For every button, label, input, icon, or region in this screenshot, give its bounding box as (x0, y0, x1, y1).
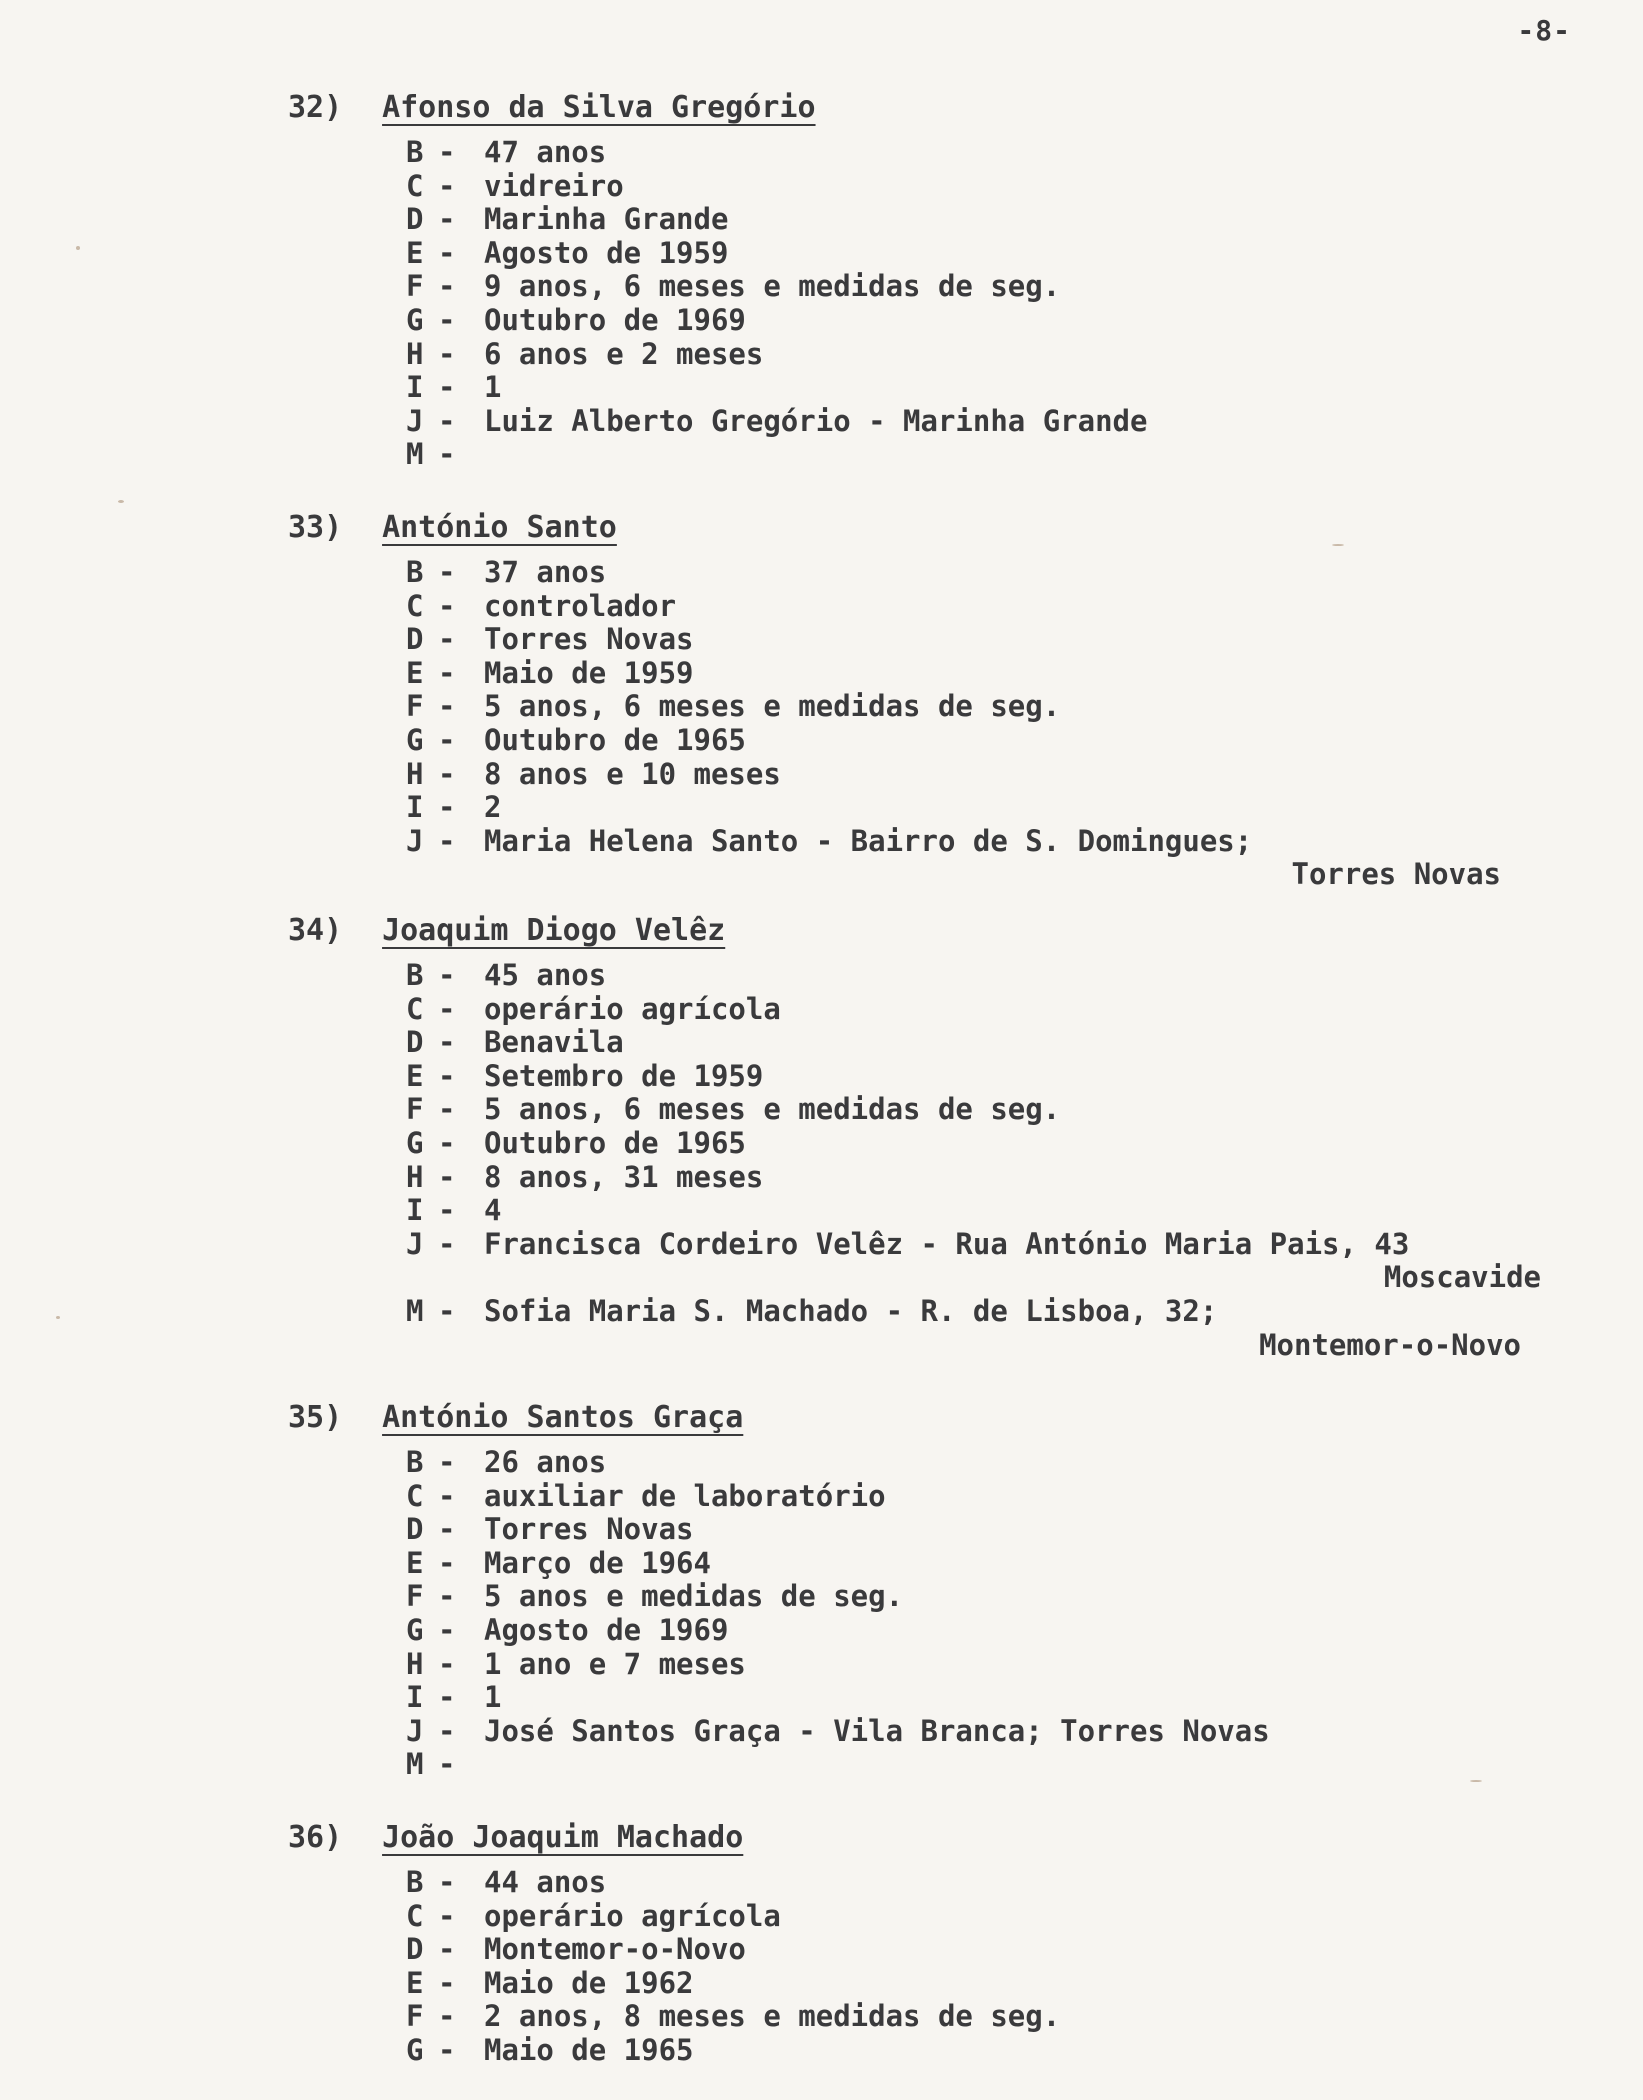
field-value: Torres Novas (484, 622, 694, 657)
field-separator: - (438, 1445, 456, 1479)
field-g (406, 1127, 1588, 1161)
field-separator: - (438, 1512, 456, 1547)
field-value: José Santos Graça - Vila Branca; Torres Novas (484, 1713, 1270, 1748)
field-code: J (406, 1713, 424, 1748)
field-code: B (406, 135, 424, 169)
entry-fields (288, 1446, 1588, 1782)
entry-32 (288, 88, 1588, 472)
field-separator: - (438, 790, 456, 825)
field-separator: - (438, 1898, 456, 1933)
field-value: 5 anos, 6 meses e medidas de seg. (484, 1092, 1061, 1127)
field-c (406, 993, 1588, 1027)
field-i (406, 371, 1588, 405)
field-value: Setembro de 1959 (484, 1058, 764, 1093)
field-g (406, 304, 1588, 338)
field-value: Francisca Cordeiro Velêz - Rua António Maria Pais, 43 (484, 1226, 1410, 1261)
field-i (406, 1681, 1588, 1715)
field-code: H (406, 1159, 424, 1194)
field-separator: - (438, 1092, 456, 1127)
entry-header (288, 911, 1588, 951)
field-separator: - (438, 1545, 456, 1580)
field-separator: - (438, 655, 456, 690)
field-separator: - (438, 1293, 456, 1328)
field-continuation: Torres Novas (1291, 857, 1501, 892)
entry-36 (288, 1818, 1588, 2068)
field-value: operário agrícola (484, 1898, 781, 1933)
field-separator: - (438, 555, 456, 589)
field-separator: - (438, 336, 456, 371)
field-separator: - (438, 1125, 456, 1160)
entry-name: António Santos Graça (382, 1400, 744, 1435)
entry-number: 36) (288, 1820, 343, 1855)
field-value: Outubro de 1965 (484, 722, 746, 757)
field-code: D (406, 202, 424, 237)
field-separator: - (438, 2032, 456, 2067)
field-g (406, 2034, 1588, 2068)
field-value: Torres Novas (484, 1512, 694, 1547)
field-code: E (406, 655, 424, 690)
entry-name: António Santo (382, 510, 617, 545)
field-value: 37 anos (484, 555, 607, 589)
field-b (406, 136, 1588, 170)
field-code: B (406, 958, 424, 992)
field-c (406, 1900, 1588, 1934)
field-separator: - (438, 1932, 456, 1967)
entry-fields (288, 959, 1588, 1362)
field-code: F (406, 1999, 424, 2034)
entry-35 (288, 1398, 1588, 1782)
paper-speck (76, 246, 80, 250)
field-value: Sofia Maria S. Machado - R. de Lisboa, 32; (484, 1293, 1218, 1328)
entry-header (288, 508, 1588, 548)
field-e (406, 237, 1588, 271)
entry-name: Afonso da Silva Gregório (382, 90, 816, 125)
field-separator: - (438, 756, 456, 791)
field-separator: - (438, 437, 456, 472)
field-code: F (406, 689, 424, 724)
field-f (406, 1580, 1588, 1614)
paper-speck (56, 1316, 60, 1319)
field-separator: - (438, 370, 456, 405)
field-f (406, 270, 1588, 304)
field-code: I (406, 1680, 424, 1715)
paper-speck (118, 500, 124, 503)
field-code: B (406, 555, 424, 589)
field-g (406, 1614, 1588, 1648)
field-code: G (406, 722, 424, 757)
field-value: operário agrícola (484, 991, 781, 1026)
field-f (406, 2000, 1588, 2034)
entry-fields (288, 556, 1588, 892)
entry-header (288, 88, 1588, 128)
field-separator: - (438, 1999, 456, 2034)
field-code: E (406, 235, 424, 270)
field-code: F (406, 1092, 424, 1127)
field-code: C (406, 991, 424, 1026)
field-f (406, 690, 1588, 724)
field-value: 1 (484, 370, 502, 405)
field-h (406, 1161, 1588, 1195)
entry-number: 33) (288, 510, 343, 545)
field-e (406, 1967, 1588, 2001)
entry-name: João Joaquim Machado (382, 1820, 744, 1855)
field-code: M (406, 437, 424, 472)
field-value: 9 anos, 6 meses e medidas de seg. (484, 269, 1061, 304)
field-separator: - (438, 1058, 456, 1093)
field-code: G (406, 1612, 424, 1647)
entry-fields (288, 1866, 1588, 2068)
field-code: I (406, 790, 424, 825)
field-value: auxiliar de laboratório (484, 1478, 886, 1513)
paper-speck (1470, 1780, 1482, 1782)
field-value: Outubro de 1965 (484, 1125, 746, 1160)
field-value: Maria Helena Santo - Bairro de S. Domingues; (484, 823, 1253, 858)
field-separator: - (438, 991, 456, 1026)
field-e (406, 1060, 1588, 1094)
field-separator: - (438, 1226, 456, 1261)
field-code: D (406, 1025, 424, 1060)
field-code: F (406, 269, 424, 304)
field-separator: - (438, 135, 456, 169)
field-d (406, 1026, 1588, 1060)
field-value: 44 anos (484, 1865, 607, 1899)
field-value: 26 anos (484, 1445, 607, 1479)
field-separator: - (438, 1193, 456, 1228)
field-separator: - (438, 1025, 456, 1060)
field-code: E (406, 1965, 424, 2000)
field-code: I (406, 370, 424, 405)
field-h (406, 758, 1588, 792)
field-d (406, 203, 1588, 237)
field-code: I (406, 1193, 424, 1228)
field-value: Agosto de 1959 (484, 235, 729, 270)
field-separator: - (438, 622, 456, 657)
field-h (406, 338, 1588, 372)
entry-number: 32) (288, 90, 343, 125)
field-separator: - (438, 1612, 456, 1647)
field-separator: - (438, 958, 456, 992)
field-code: M (406, 1747, 424, 1782)
field-f (406, 1093, 1588, 1127)
field-separator: - (438, 269, 456, 304)
field-value: 45 anos (484, 958, 607, 992)
field-value: 2 anos, 8 meses e medidas de seg. (484, 1999, 1061, 2034)
field-g (406, 724, 1588, 758)
field-separator: - (438, 1159, 456, 1194)
field-b (406, 556, 1588, 590)
field-code: C (406, 1478, 424, 1513)
field-code: E (406, 1545, 424, 1580)
field-b (406, 1446, 1588, 1480)
field-continuation: Montemor-o-Novo (1259, 1327, 1521, 1362)
field-c (406, 170, 1588, 204)
field-value: Maio de 1965 (484, 2032, 694, 2067)
field-code: E (406, 1058, 424, 1093)
field-code: D (406, 1932, 424, 1967)
entry-fields (288, 136, 1588, 472)
field-separator: - (438, 689, 456, 724)
field-separator: - (438, 1747, 456, 1782)
field-value: Luiz Alberto Gregório - Marinha Grande (484, 403, 1148, 438)
field-j (406, 405, 1588, 439)
field-j (406, 1228, 1588, 1262)
entry-name: Joaquim Diogo Velêz (382, 913, 726, 948)
field-code: C (406, 168, 424, 203)
field-code: D (406, 1512, 424, 1547)
field-code: J (406, 1226, 424, 1261)
field-b (406, 1866, 1588, 1900)
field-value: Agosto de 1969 (484, 1612, 729, 1647)
field-value: 8 anos, 31 meses (484, 1159, 764, 1194)
field-h (406, 1648, 1588, 1682)
field-separator: - (438, 202, 456, 237)
field-separator: - (438, 1965, 456, 2000)
field-value: Maio de 1962 (484, 1965, 694, 2000)
entry-header (288, 1818, 1588, 1858)
field-value: vidreiro (484, 168, 624, 203)
entry-34 (288, 911, 1588, 1362)
field-value: 1 (484, 1680, 502, 1715)
field-i (406, 1194, 1588, 1228)
field-m (406, 438, 1588, 472)
field-m (406, 1748, 1588, 1782)
field-j (406, 1715, 1588, 1749)
field-value: 47 anos (484, 135, 607, 169)
field-code: M (406, 1293, 424, 1328)
field-separator: - (438, 168, 456, 203)
field-value: Outubro de 1969 (484, 302, 746, 337)
field-separator: - (438, 1579, 456, 1614)
field-separator: - (438, 588, 456, 623)
field-c (406, 590, 1588, 624)
field-separator: - (438, 722, 456, 757)
field-separator: - (438, 403, 456, 438)
field-separator: - (438, 1478, 456, 1513)
field-code: G (406, 1125, 424, 1160)
field-e (406, 1547, 1588, 1581)
field-value: 5 anos, 6 meses e medidas de seg. (484, 689, 1061, 724)
paper-speck (1332, 544, 1344, 546)
field-value: Maio de 1959 (484, 655, 694, 690)
field-value: 6 anos e 2 meses (484, 336, 764, 371)
field-code: C (406, 1898, 424, 1933)
page-number: -8- (1517, 14, 1571, 47)
field-code: F (406, 1579, 424, 1614)
field-j (406, 825, 1588, 859)
field-separator: - (438, 302, 456, 337)
field-separator: - (438, 1646, 456, 1681)
field-code: B (406, 1445, 424, 1479)
field-d (406, 1933, 1588, 1967)
field-d (406, 623, 1588, 657)
field-m (406, 1295, 1588, 1329)
field-code: J (406, 403, 424, 438)
field-value: 4 (484, 1193, 502, 1228)
field-code: D (406, 622, 424, 657)
field-code: G (406, 2032, 424, 2067)
field-code: H (406, 1646, 424, 1681)
field-value: 5 anos e medidas de seg. (484, 1579, 904, 1614)
field-value: Benavila (484, 1025, 624, 1060)
field-value: 1 ano e 7 meses (484, 1646, 746, 1681)
field-code: G (406, 302, 424, 337)
field-i (406, 791, 1588, 825)
field-code: H (406, 336, 424, 371)
field-d (406, 1513, 1588, 1547)
field-separator: - (438, 1713, 456, 1748)
field-c (406, 1480, 1588, 1514)
field-value: Marinha Grande (484, 202, 729, 237)
field-value: controlador (484, 588, 677, 623)
field-separator: - (438, 1680, 456, 1715)
field-value: 8 anos e 10 meses (484, 756, 781, 791)
field-b (406, 959, 1588, 993)
entry-33 (288, 508, 1588, 892)
field-e (406, 657, 1588, 691)
field-value: 2 (484, 790, 502, 825)
field-code: C (406, 588, 424, 623)
entry-number: 34) (288, 913, 343, 948)
field-code: B (406, 1865, 424, 1899)
field-separator: - (438, 1865, 456, 1899)
field-separator: - (438, 235, 456, 270)
entry-header (288, 1398, 1588, 1438)
field-separator: - (438, 823, 456, 858)
field-continuation: Moscavide (1383, 1260, 1541, 1295)
field-value: Março de 1964 (484, 1545, 711, 1580)
field-value: Montemor-o-Novo (484, 1932, 746, 1967)
field-code: H (406, 756, 424, 791)
field-code: J (406, 823, 424, 858)
entry-number: 35) (288, 1400, 343, 1435)
